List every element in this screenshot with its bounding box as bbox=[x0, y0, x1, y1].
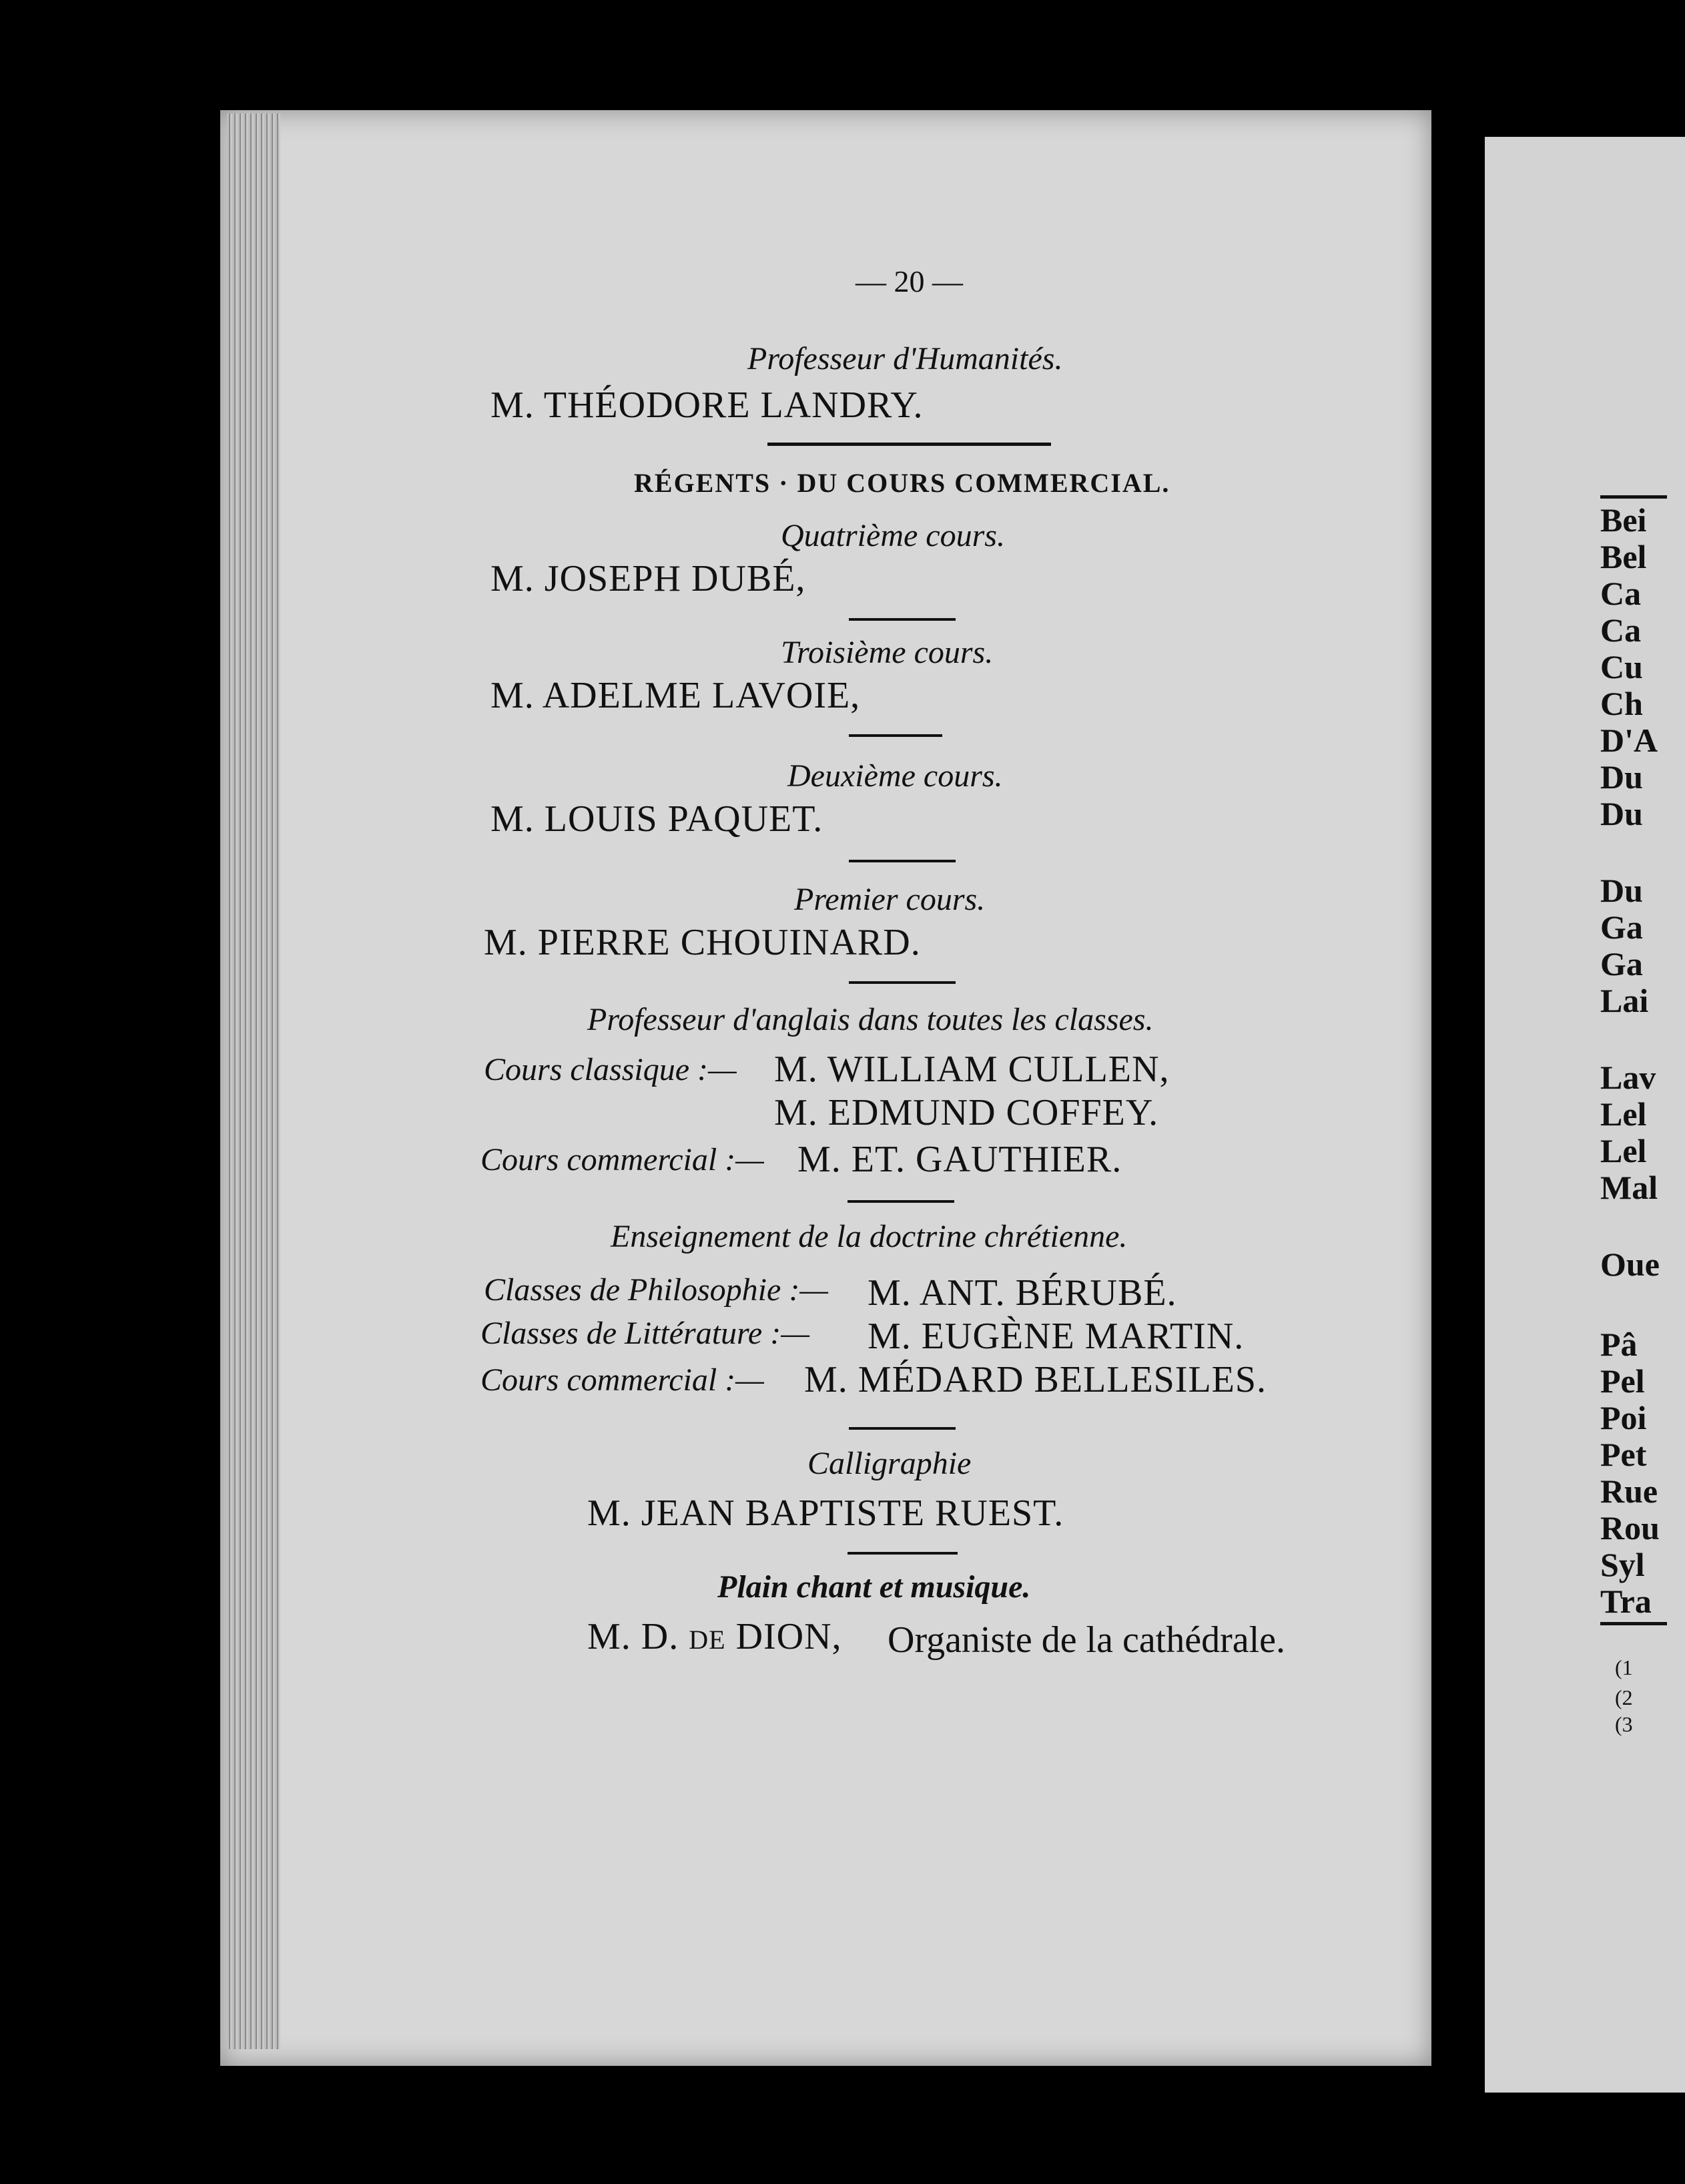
musique-name-rest: DION, bbox=[735, 1616, 842, 1657]
page-number: — 20 — bbox=[856, 264, 963, 298]
calligraphie-name: M. JEAN BAPTISTE RUEST. bbox=[587, 1492, 1064, 1534]
right-page-fragment: Pâ bbox=[1600, 1326, 1638, 1363]
right-page-fragment: Du bbox=[1600, 758, 1643, 796]
anglais-commercial-name: M. ET. GAUTHIER. bbox=[797, 1139, 1122, 1180]
right-page-fragment: Ch bbox=[1600, 685, 1643, 722]
right-page-fragment: Ca bbox=[1600, 575, 1642, 612]
doctrine-label: Classes de Littérature :— bbox=[480, 1316, 809, 1351]
divider bbox=[849, 734, 942, 737]
course-heading: Premier cours. bbox=[794, 882, 986, 917]
doctrine-label: Classes de Philosophie :— bbox=[484, 1272, 828, 1308]
right-page-fragment: Oue bbox=[1600, 1246, 1660, 1283]
right-page-fragment: Lel bbox=[1600, 1132, 1647, 1169]
right-page-fragment: Bel bbox=[1600, 538, 1647, 575]
anglais-classique-name-2: M. EDMUND COFFEY. bbox=[774, 1092, 1159, 1133]
right-page-fragment: Du bbox=[1600, 795, 1643, 832]
right-page-fragment: Pet bbox=[1600, 1436, 1647, 1473]
divider bbox=[848, 1552, 958, 1555]
course-heading: Deuxième cours. bbox=[787, 758, 1003, 794]
right-page-footnote: (1 bbox=[1615, 1655, 1633, 1679]
right-page-fragment: Rue bbox=[1600, 1472, 1658, 1510]
right-page-fragment: Lai bbox=[1600, 982, 1649, 1019]
right-page-fragment: Poi bbox=[1600, 1399, 1647, 1436]
course-teacher: M. JOSEPH DUBÉ, bbox=[490, 558, 806, 599]
humanites-name: M. THÉODORE LANDRY. bbox=[490, 384, 924, 426]
right-page-rule-bottom bbox=[1600, 1622, 1667, 1625]
calligraphie-heading: Calligraphie bbox=[807, 1446, 972, 1481]
right-page-fragment: Tra bbox=[1600, 1583, 1652, 1620]
right-page-fragment: Ga bbox=[1600, 908, 1643, 946]
right-page-footnote: (3 bbox=[1615, 1712, 1633, 1736]
regents-heading: RÉGENTS · DU COURS COMMERCIAL. bbox=[634, 468, 1170, 498]
right-page-footnote: (2 bbox=[1615, 1685, 1633, 1709]
musique-role: Organiste de la cathédrale. bbox=[888, 1619, 1286, 1661]
divider bbox=[849, 1427, 956, 1430]
divider bbox=[767, 443, 1051, 446]
musique-name bbox=[587, 1615, 842, 1658]
right-page-fragment: Ca bbox=[1600, 611, 1642, 649]
anglais-heading: Professeur d'anglais dans toutes les classes. bbox=[587, 1002, 1154, 1037]
divider bbox=[849, 981, 956, 984]
right-page-fragment: Syl bbox=[1600, 1546, 1645, 1583]
doctrine-name: M. EUGÈNE MARTIN. bbox=[868, 1316, 1245, 1357]
doctrine-name: M. ANT. BÉRUBÉ. bbox=[868, 1272, 1177, 1314]
right-page-fragment: Du bbox=[1600, 872, 1643, 909]
anglais-classique-label: Cours classique :— bbox=[484, 1052, 737, 1087]
musique-name-prefix: M. D. bbox=[587, 1616, 679, 1657]
doctrine-label: Cours commercial :— bbox=[480, 1362, 764, 1398]
course-teacher: M. ADELME LAVOIE, bbox=[490, 675, 861, 716]
divider bbox=[849, 618, 956, 621]
right-page-fragment: Ga bbox=[1600, 945, 1643, 983]
course-teacher: M. PIERRE CHOUINARD. bbox=[484, 922, 921, 963]
right-page-rule-top bbox=[1600, 495, 1667, 499]
doctrine-name: M. MÉDARD BELLESILES. bbox=[804, 1359, 1267, 1400]
course-heading: Quatrième cours. bbox=[781, 518, 1005, 553]
page-edges bbox=[227, 113, 280, 2049]
musique-name-de: DE bbox=[689, 1625, 726, 1655]
right-page-fragment: Pel bbox=[1600, 1362, 1645, 1400]
right-page bbox=[1485, 137, 1685, 2093]
course-teacher: M. LOUIS PAQUET. bbox=[490, 798, 823, 840]
right-page-fragment: D'A bbox=[1600, 722, 1658, 759]
anglais-classique-name-1: M. WILLIAM CULLEN, bbox=[774, 1049, 1170, 1090]
course-heading: Troisième cours. bbox=[781, 635, 994, 670]
anglais-commercial-label: Cours commercial :— bbox=[480, 1142, 764, 1177]
right-page-fragment: Cu bbox=[1600, 648, 1643, 686]
right-page-fragment: Bei bbox=[1600, 501, 1647, 539]
musique-heading: Plain chant et musique. bbox=[717, 1569, 1031, 1605]
right-page-fragment: Mal bbox=[1600, 1169, 1658, 1206]
divider bbox=[848, 1200, 954, 1203]
doctrine-heading: Enseignement de la doctrine chrétienne. bbox=[611, 1219, 1128, 1254]
right-page-fragment: Rou bbox=[1600, 1509, 1660, 1547]
humanites-heading: Professeur d'Humanités. bbox=[747, 341, 1063, 376]
divider bbox=[849, 860, 956, 862]
right-page-fragment: Lel bbox=[1600, 1095, 1647, 1133]
right-page-fragment: Lav bbox=[1600, 1059, 1656, 1096]
